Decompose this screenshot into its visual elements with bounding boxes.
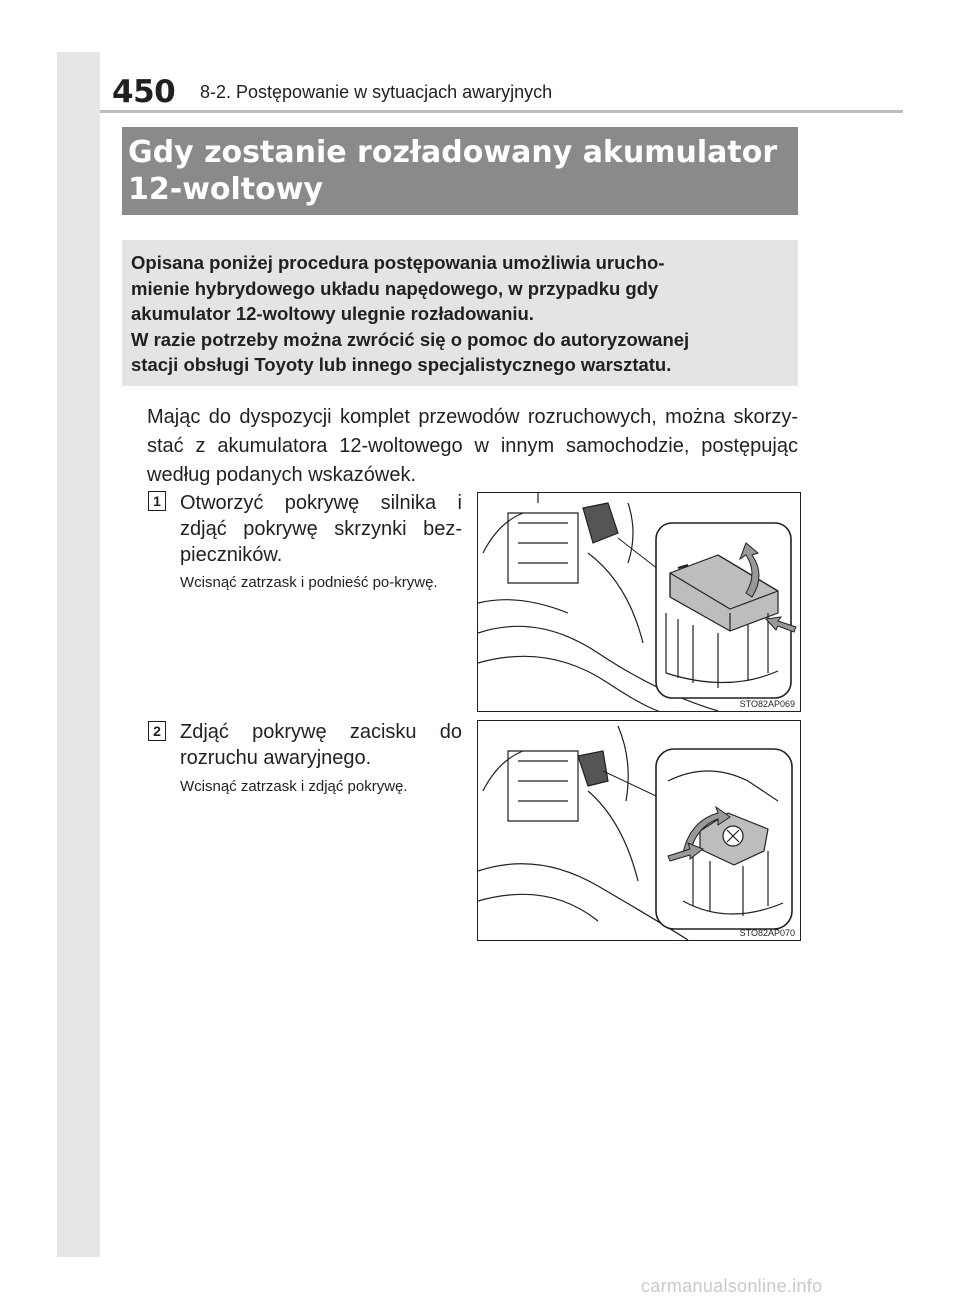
page-number: 450 [112,74,176,110]
step-2-text: Zdjąć pokrywę zacisku do rozruchu awaryjnego. [180,721,462,769]
watermark: carmanualsonline.info [641,1276,823,1296]
title-banner [122,127,798,215]
intro-line-1: Opisana poniżej procedura postępowania umożliwia urucho- [131,252,665,273]
figure-code-1: STO82AP069 [739,699,795,709]
intro-text [131,250,783,378]
title-line-2: 12-woltowy [128,172,324,207]
figure-code-2: STO82AP070 [739,928,795,938]
intro-box [122,240,798,386]
title-line-1: Gdy zostanie rozładowany akumulator [128,135,778,170]
intro-line-3: akumulator 12-woltowy ulegnie rozładowaniu. [131,303,534,324]
step-number-1: 1 [148,491,166,511]
step-2-note: Wcisnąć zatrzask i zdjąć pokrywę. [180,778,408,795]
step-1-figure [477,492,801,712]
header-divider [100,110,903,113]
body-paragraph: Mając do dyspozycji komplet przewodów rozruchowych, można skorzy-stać z akumulatora 12-woltowego w innym samochodzie, postępując według podanych wskazówek. [147,406,798,486]
step-1-note: Wcisnąć zatrzask i podnieść po-krywę. [180,574,438,591]
fuse-box-cover-illustration [478,493,800,711]
jump-terminal-cover-illustration [478,721,800,940]
intro-line-4: W razie potrzeby można zwrócić się o pomoc do autoryzowanej [131,328,690,350]
intro-line-5: stacji obsługi Toyoty lub innego specjalistycznego warsztatu. [131,354,672,375]
page-side-tab [57,52,100,1257]
page-title [128,134,788,208]
section-title: 8-2. Postępowanie w sytuacjach awaryjnych [200,82,553,102]
step-1-text: Otworzyć pokrywę silnika i zdjąć pokrywę skrzynki bez-pieczników. [180,492,462,566]
step-number-2: 2 [148,721,166,741]
step-2-figure [477,720,801,941]
intro-line-2: mienie hybrydowego układu napędowego, w przypadku gdy [131,277,659,299]
